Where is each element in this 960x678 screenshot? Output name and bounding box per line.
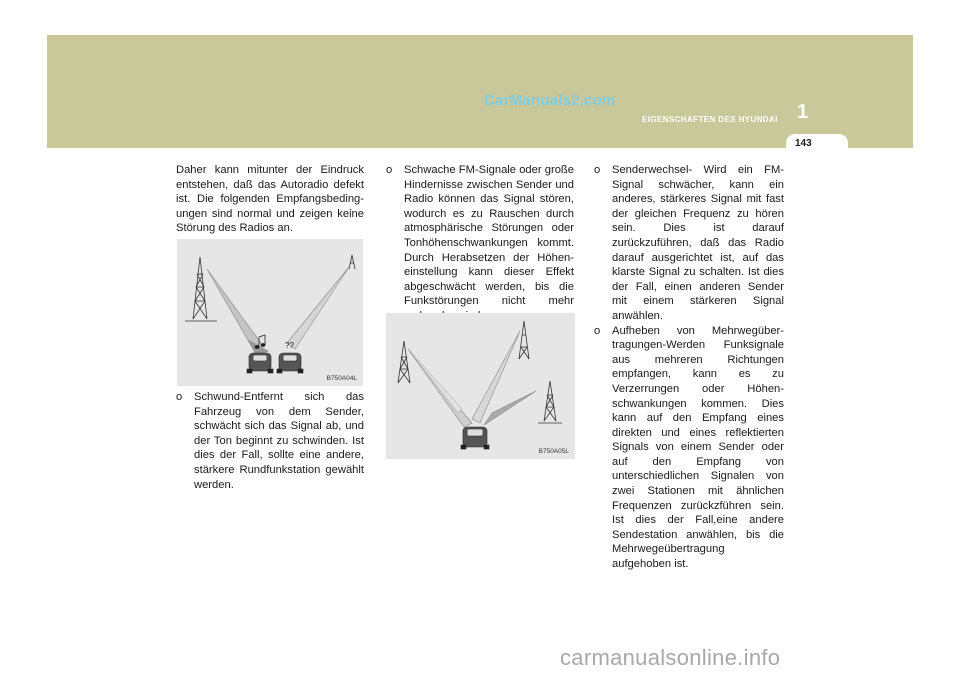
radio-tower-icon: [398, 341, 410, 383]
chapter-number: 1: [797, 101, 809, 123]
figure-interference: [386, 313, 575, 459]
fading-signal-illustration: [177, 239, 363, 386]
footer-watermark-link[interactable]: carmanualsonline.info: [560, 645, 781, 670]
bullet: o: [594, 164, 601, 176]
text-column-2: [386, 163, 574, 324]
bullet: o: [386, 164, 393, 176]
signal-beam: [207, 269, 261, 349]
column-1-list: [176, 390, 364, 492]
list-item: [176, 390, 364, 492]
signal-beam: [472, 331, 520, 423]
figure-code: B750A05L: [538, 448, 569, 455]
signal-beam: [408, 349, 462, 413]
interference-illustration: [386, 313, 575, 459]
page-number: 143: [795, 138, 812, 149]
question-mark-label: ??: [285, 341, 294, 350]
radio-tower-icon: [519, 321, 529, 359]
signal-beam: [287, 267, 349, 349]
chapter-header-band: [47, 35, 913, 148]
list-item-text: Senderwechsel- Wird ein FM-Signal schwächer, kann ein anderes, stärkeres Signal mit fast der gleichen Frequenz zu hören sein. Dies ist darauf zurückzuführen, daß das Radio darauf ausgerichtet ist, auf das klarste Signal zu schalten. Ist dies der Fall, einen anderen Sender mit einem stärkeren Signal anwählen.: [612, 164, 784, 322]
list-item: [594, 324, 784, 572]
section-title: EIGENSCHAFTEN DES HYUNDAI: [642, 115, 778, 124]
intro-paragraph: Daher kann mitunter der Eindruck entstehen, daß das Autoradio defekt ist. Die folgenden Empfangsbeding-ungen sind normal und zeigen keine Störung des Radios an.: [176, 164, 364, 235]
bullet: o: [176, 391, 183, 403]
car-icon: [461, 427, 489, 449]
text-column-3: [594, 163, 784, 572]
radio-tower-icon: [185, 257, 217, 321]
list-item: [386, 163, 574, 324]
radio-tower-icon: [349, 255, 355, 269]
list-item-text: Aufheben von Mehrwegüber-tragungen-Werden Funksignale aus mehreren Richtungen empfangen, kann es zu Verzerrungen oder Höhen-schwankungen kommen. Dies kann auf den Empfang eines direkten und eines reflektierten Signals von einem Sender oder auf den Empfang von unterschiedlichen Signalen von zwei Stationen mit ähnlichen Frequenzen zurückzführen sein. Ist dies der Fall,eine andere Sendestation anwählen, bis die Mehrwegeübertragung aufgehoben ist.: [612, 324, 784, 571]
car-icon: [277, 353, 303, 373]
list-item-text: Schwund-Entfernt sich das Fahrzeug von dem Sender, schwächt sich das Signal ab, und der Ton beginnt zu schwinden. Ist dies der Fall, sollte eine andere, stärkere Rundfunkstation gewählt werden.: [194, 391, 364, 491]
figure-fading-signal: [177, 239, 363, 386]
text-column-1: [176, 163, 364, 246]
list-item-text: Schwache FM-Signale oder große Hindernisse zwischen Sender und Radio können das Signal stören, wodurch es zu Rauschen durch atmosphärische Störungen oder Tonhöhenschwankungen kommt. Durch Herabsetzen der Höhen-einstellung kann dieser Effekt abgeschwächt werden, bis die Funkstörungen nicht mehr: [404, 164, 574, 308]
watermark-link[interactable]: CarManuals2.com: [484, 92, 616, 109]
list-item: [594, 163, 784, 324]
car-icon: [247, 353, 273, 373]
bullet: o: [594, 324, 601, 337]
figure-code: B750A04L: [326, 375, 357, 382]
radio-tower-icon: [538, 381, 562, 423]
